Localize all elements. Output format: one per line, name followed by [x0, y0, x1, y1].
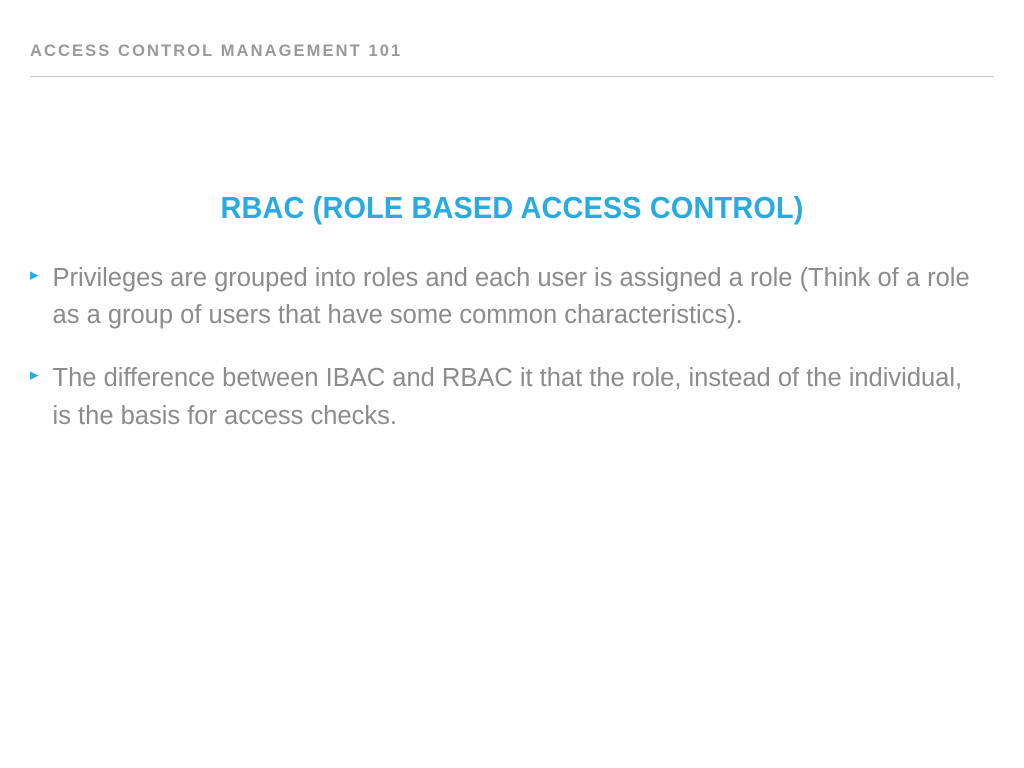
slide-header [30, 42, 994, 78]
list-item [30, 260, 994, 334]
list-item [30, 360, 994, 434]
triangle-bullet-icon: ▸ [30, 265, 39, 284]
header-title: ACCESS CONTROL MANAGEMENT 101 [30, 42, 403, 60]
triangle-bullet-icon: ▸ [30, 365, 39, 385]
slide-title: RBAC (ROLE BASED ACCESS CONTROL) [220, 190, 804, 225]
slide-content [30, 190, 994, 461]
header-divider [30, 76, 994, 77]
list-item-text: The difference between IBAC and RBAC it that the role, instead of the individual, is the basis for access checks. [52, 364, 963, 430]
bullet-list [30, 260, 994, 435]
list-item-text: Privileges are grouped into roles and each user is assigned a role (Think of a role as a group of users that have some common characteristics). [52, 264, 970, 330]
